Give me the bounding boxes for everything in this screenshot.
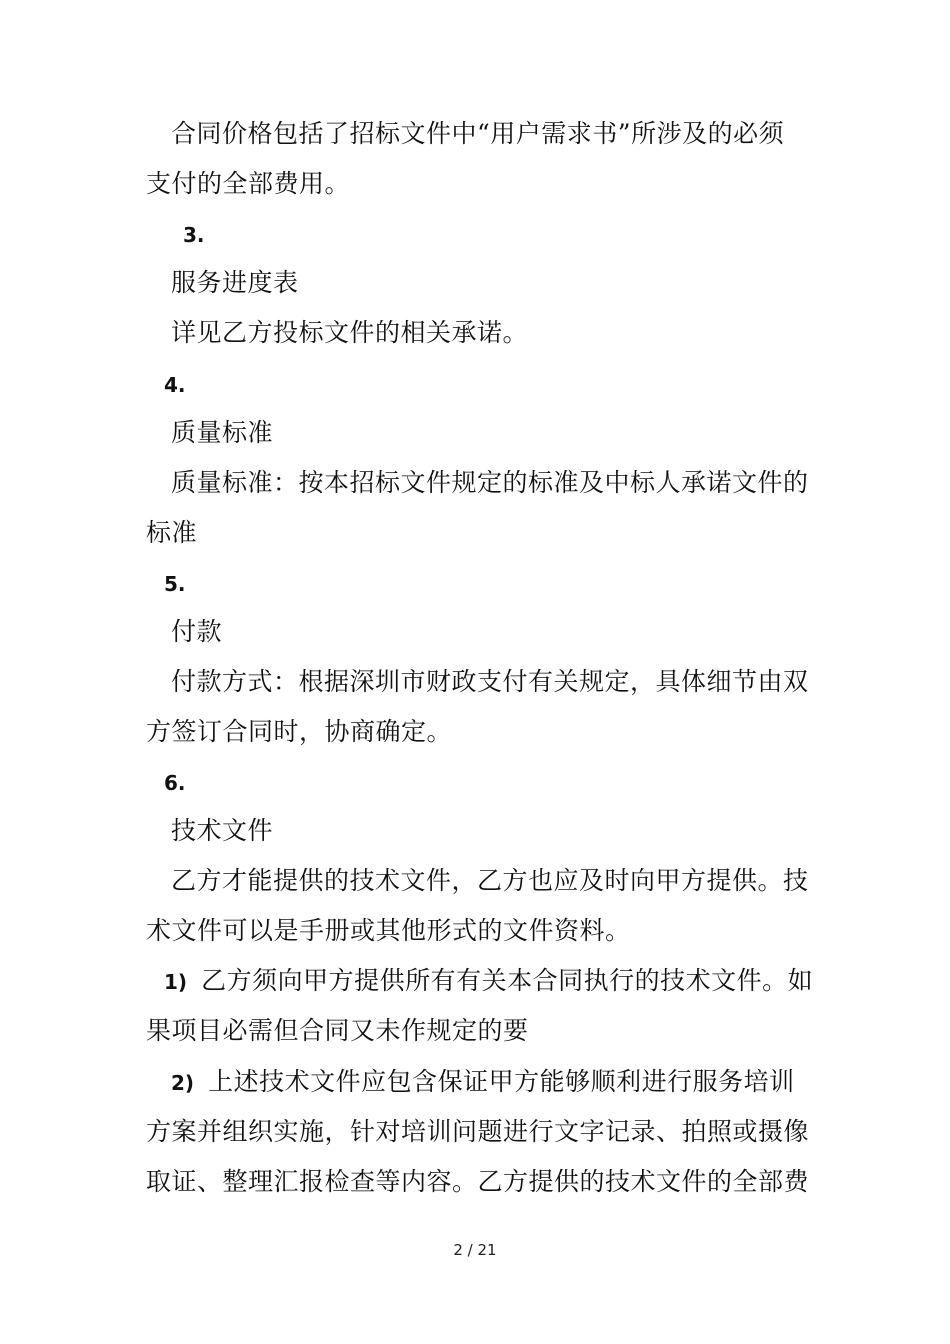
list-item-number: 1) — [164, 970, 188, 994]
section-number: 5. — [164, 572, 186, 596]
paragraph-line: 付款方式：根据深圳市财政支付有关规定，具体细节由双 — [171, 667, 809, 696]
section-title: 质量标准 — [171, 418, 274, 447]
list-item — [164, 966, 816, 997]
paragraph-line: 果项目必需但合同又未作规定的要 — [146, 1016, 529, 1045]
paragraph-line: 详见乙方投标文件的相关承诺。 — [171, 318, 529, 347]
paragraph-line: 方案并组织实施，针对培训问题进行文字记录、拍照或摄像 — [146, 1117, 810, 1146]
paragraph-line: 取证、整理汇报检查等内容。乙方提供的技术文件的全部费 — [146, 1167, 810, 1196]
list-item-number: 2) — [171, 1071, 195, 1095]
section-number: 3. — [183, 223, 205, 247]
list-item-text: 乙方须向甲方提供所有有关本合同执行的技术文件。如 — [201, 966, 814, 995]
paragraph-line: 标准 — [146, 518, 198, 547]
section-number: 4. — [164, 373, 186, 397]
section-title: 付款 — [171, 617, 223, 646]
paragraph-line: 质量标准：按本招标文件规定的标准及中标人承诺文件的 — [171, 468, 809, 497]
page-number: 2 / 21 — [453, 1241, 497, 1259]
paragraph-line: 方签订合同时，协商确定。 — [146, 717, 453, 746]
section-number: 6. — [164, 771, 186, 795]
paragraph-line: 合同价格包括了招标文件中“用户需求书”所涉及的必须 — [171, 119, 785, 148]
section-title: 服务进度表 — [171, 268, 299, 297]
list-item-text: 上述技术文件应包含保证甲方能够顺利进行服务培训 — [208, 1067, 795, 1096]
paragraph-line: 术文件可以是手册或其他形式的文件资料。 — [146, 916, 631, 945]
list-item — [171, 1067, 816, 1098]
paragraph-line: 乙方才能提供的技术文件，乙方也应及时向甲方提供。技 — [171, 866, 809, 895]
section-title: 技术文件 — [171, 816, 274, 845]
paragraph-line: 支付的全部费用。 — [146, 169, 351, 198]
